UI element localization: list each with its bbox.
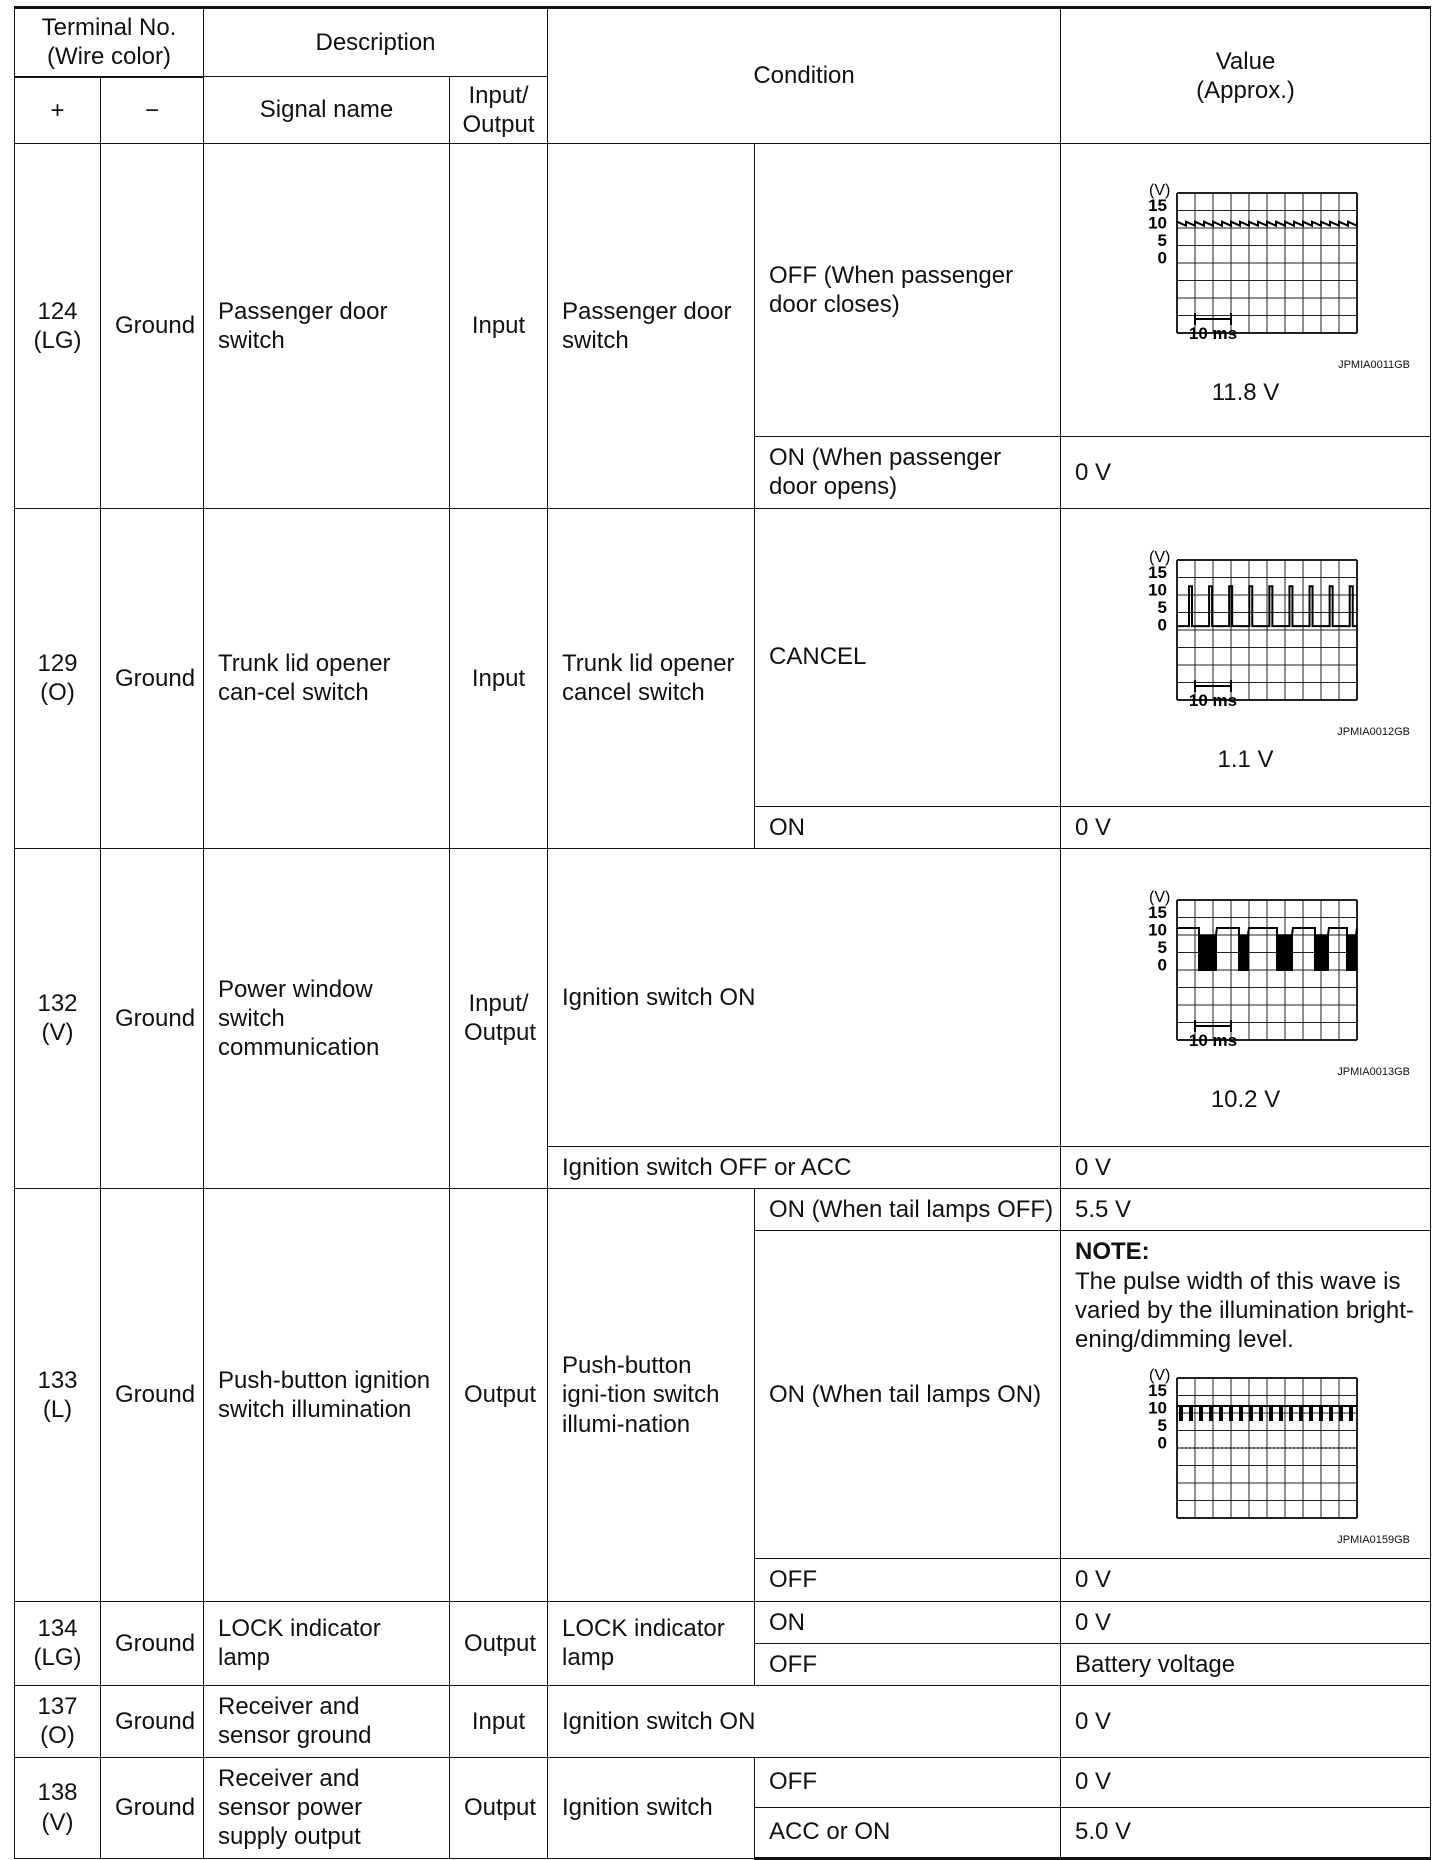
note-cell [1061, 1231, 1431, 1559]
y-tick-label: 5 [1157, 230, 1167, 250]
signal-name: Push-button ignition switch illumination [204, 1189, 450, 1602]
minus-terminal: Ground [101, 1189, 204, 1602]
condition-state: Ignition switch ON [548, 848, 1061, 1146]
table-row [15, 1757, 1431, 1807]
condition-state: ON (When tail lamps ON) [755, 1231, 1061, 1559]
waveform-trace [1177, 221, 1357, 225]
axis-unit-label: (V) [1148, 181, 1170, 199]
signal-name: LOCK indicator lamp [204, 1601, 450, 1686]
y-tick-label: 15 [1147, 903, 1167, 923]
y-tick-label: 0 [1157, 955, 1167, 975]
header-signal-name: Signal name [204, 76, 450, 144]
axis-unit-label: (V) [1148, 889, 1170, 907]
header-minus: − [101, 78, 204, 144]
condition: LOCK indicator lamp [548, 1601, 755, 1686]
terminal-number: 129 [37, 649, 78, 677]
header-condition: Condition [548, 8, 1061, 144]
y-tick-label: 0 [1157, 248, 1167, 268]
header-terminal-no [15, 8, 204, 77]
timebase-label: 10 ms [1188, 1031, 1237, 1051]
y-tick-label: 5 [1157, 1416, 1167, 1436]
wire-color: (O) [40, 1722, 75, 1750]
condition-state: OFF [755, 1643, 1061, 1685]
condition-state: ON [755, 1601, 1061, 1643]
condition-state: OFF [755, 1757, 1061, 1807]
wire-color: (V) [41, 1019, 74, 1047]
minus-terminal: Ground [101, 1601, 204, 1686]
value: 0 V [1061, 806, 1431, 848]
waveform-graph-4 [1091, 1358, 1401, 1538]
terminal-number: 138 [37, 1779, 78, 1807]
terminal-cell [15, 1189, 101, 1602]
note-title: NOTE: [1075, 1238, 1150, 1266]
io-type: Input/ Output [450, 848, 548, 1188]
y-tick-label: 5 [1157, 597, 1167, 617]
table-row [15, 1189, 1431, 1231]
io-type: Output [450, 1601, 548, 1686]
terminal-cell [15, 144, 101, 509]
waveform-code: JPMIA0011GB [1338, 358, 1411, 371]
value: 0 V [1061, 437, 1431, 509]
waveform-cell [1061, 848, 1431, 1146]
waveform-code: JPMIA0012GB [1337, 725, 1411, 738]
value: 1.1 V [1217, 746, 1274, 774]
terminal-number: 134 [37, 1615, 78, 1643]
signal-name: Passenger door switch [204, 144, 450, 509]
io-type: Input [450, 144, 548, 509]
signal-name: Power window switch communication [204, 848, 450, 1188]
value: 5.5 V [1061, 1189, 1431, 1231]
header-wire-color-label: (Wire color) [47, 43, 171, 71]
header-value-label: Value [1215, 47, 1276, 75]
y-tick-label: 10 [1147, 1398, 1167, 1418]
wire-color: (LG) [33, 1644, 82, 1672]
waveform-cell [1061, 144, 1431, 437]
header-approx-label: (Approx.) [1196, 77, 1295, 105]
terminal-spec-table [14, 6, 1431, 1860]
header-input-output: Input/ Output [450, 76, 548, 144]
value: 0 V [1061, 1757, 1431, 1807]
minus-terminal: Ground [101, 848, 204, 1188]
minus-terminal: Ground [101, 144, 204, 509]
wire-color: (V) [41, 1808, 74, 1836]
minus-terminal: Ground [101, 1757, 204, 1858]
y-tick-label: 0 [1157, 1433, 1167, 1453]
terminal-number: 124 [37, 297, 78, 325]
condition-state: ACC or ON [755, 1807, 1061, 1858]
header-terminal-no-label: Terminal No. [41, 14, 177, 41]
table-row [15, 848, 1431, 1146]
value: 5.0 V [1061, 1807, 1431, 1858]
io-type: Output [450, 1189, 548, 1602]
table-row [15, 508, 1431, 806]
wire-color: (L) [42, 1395, 73, 1423]
waveform-code: JPMIA0013GB [1337, 1066, 1411, 1079]
header-description: Description [204, 8, 548, 77]
waveform-cell [1061, 508, 1431, 806]
y-tick-label: 10 [1147, 213, 1167, 233]
timebase-label: 10 ms [1188, 690, 1237, 710]
condition: Push-button igni-tion switch illumi-nation [548, 1189, 755, 1602]
waveform-graph-3 [1091, 880, 1401, 1070]
waveform-graph-1 [1091, 173, 1401, 363]
condition-state: OFF (When passenger door closes) [755, 144, 1061, 437]
condition: Ignition switch ON [548, 1686, 1061, 1758]
table-row [15, 1601, 1431, 1643]
table-row [15, 1686, 1431, 1758]
io-type: Output [450, 1757, 548, 1858]
condition-state: CANCEL [755, 508, 1061, 806]
y-tick-label: 10 [1147, 920, 1167, 940]
terminal-cell [15, 508, 101, 848]
condition: Ignition switch [548, 1757, 755, 1858]
y-tick-label: 15 [1147, 1381, 1167, 1401]
condition-state: ON (When passenger door opens) [755, 437, 1061, 509]
waveform-graph-2 [1091, 540, 1401, 730]
signal-name: Receiver and sensor ground [204, 1686, 450, 1758]
value: 0 V [1061, 1146, 1431, 1188]
terminal-cell [15, 1686, 101, 1758]
io-type: Input [450, 508, 548, 848]
y-tick-label: 0 [1157, 615, 1167, 635]
minus-terminal: Ground [101, 508, 204, 848]
value: 11.8 V [1211, 379, 1280, 407]
note-body: The pulse width of this wave is varied by the illumination bright-ening/dimming level. [1075, 1267, 1414, 1354]
y-tick-label: 15 [1147, 195, 1167, 215]
condition-state: ON (When tail lamps OFF) [755, 1189, 1061, 1231]
condition-state: Ignition switch OFF or ACC [548, 1146, 1061, 1188]
condition: Trunk lid opener cancel switch [548, 508, 755, 848]
io-type: Input [450, 1686, 548, 1758]
terminal-number: 132 [37, 990, 78, 1018]
value: 0 V [1061, 1686, 1431, 1758]
signal-name: Receiver and sensor power supply output [204, 1757, 450, 1858]
axis-unit-label: (V) [1148, 1367, 1170, 1385]
value: 0 V [1061, 1559, 1431, 1601]
value: Battery voltage [1061, 1643, 1431, 1685]
condition-state: ON [755, 806, 1061, 848]
y-tick-label: 10 [1147, 580, 1167, 600]
condition: Passenger door switch [548, 144, 755, 509]
value: 10.2 V [1210, 1086, 1281, 1114]
header-plus: + [15, 78, 101, 144]
terminal-cell [15, 848, 101, 1188]
wire-color: (O) [40, 679, 75, 707]
axis-unit-label: (V) [1148, 548, 1170, 566]
wire-color: (LG) [33, 326, 82, 354]
terminal-number: 137 [37, 1693, 78, 1721]
table-row [15, 144, 1431, 437]
y-tick-label: 15 [1147, 562, 1167, 582]
minus-terminal: Ground [101, 1686, 204, 1758]
y-tick-label: 5 [1157, 938, 1167, 958]
header-value [1061, 8, 1431, 144]
timebase-label: 10 ms [1188, 323, 1237, 343]
waveform-code: JPMIA0159GB [1337, 1534, 1411, 1547]
terminal-number: 133 [37, 1366, 78, 1394]
condition-state: OFF [755, 1559, 1061, 1601]
signal-name: Trunk lid opener can-cel switch [204, 508, 450, 848]
terminal-cell [15, 1757, 101, 1858]
value: 0 V [1061, 1601, 1431, 1643]
terminal-cell [15, 1601, 101, 1686]
